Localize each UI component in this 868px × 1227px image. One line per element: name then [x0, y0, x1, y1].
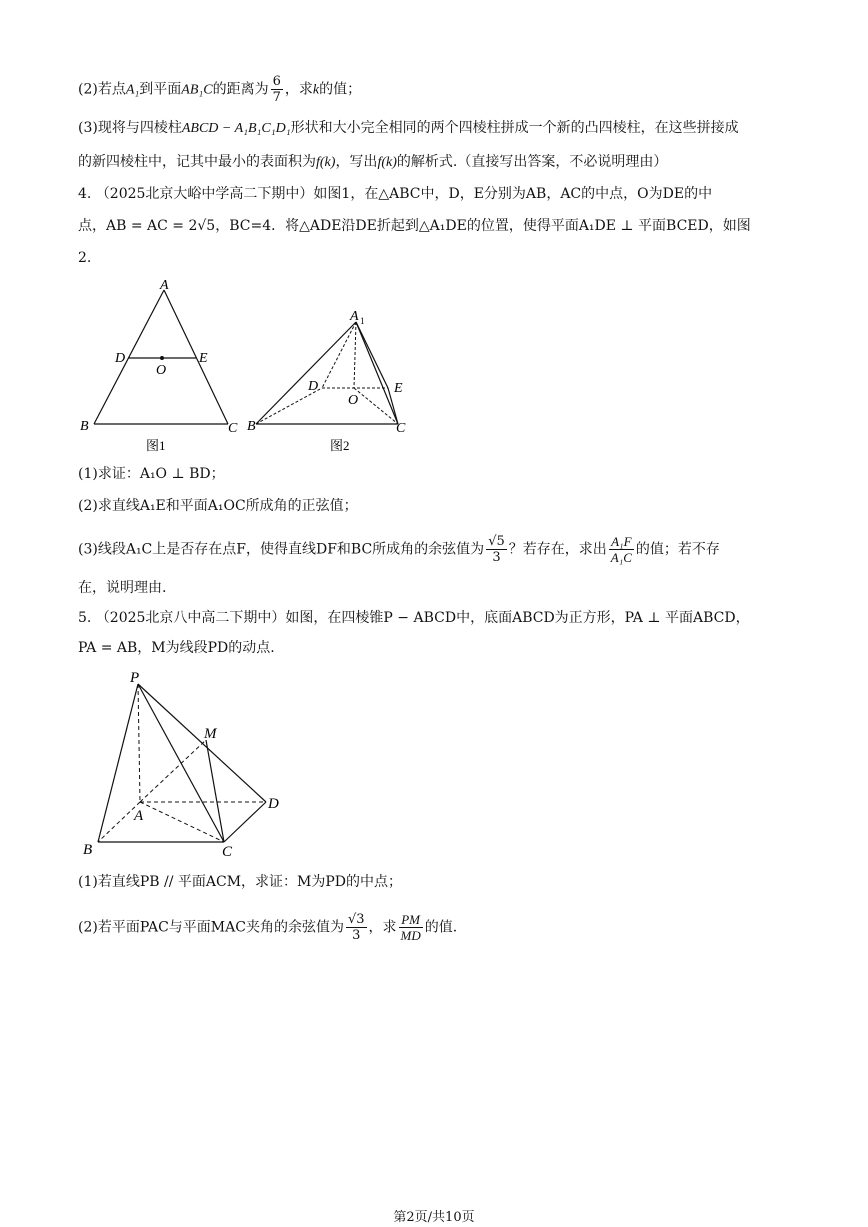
label-a1: A — [350, 309, 359, 324]
fraction-a1f-over-a1c: $\frac{\text{A₁F}}{\text{A₁C}}$ — [610, 534, 632, 565]
label-b: B — [247, 419, 256, 434]
q3-part3-line2: 的新四棱柱中，记其中最小的表面积为f(k)，写出f(k)的解析式.（直接写出答案，不必说明理由） — [78, 154, 668, 170]
label-b: B — [83, 842, 93, 858]
segment-oc — [354, 388, 398, 424]
q3-part2: (2)若点A₁到平面AB₁C的距离为 $\frac{6}{7}$ ，求k的值； — [78, 74, 362, 105]
q4-stem-line1: 4. （2025北京大峪中学高二下期中）如图1，在△ABC中，D，E分别为AB，AC的中点，O为DE的中 — [78, 186, 713, 202]
q5-stem-line1: 5. （2025北京八中高二下期中）如图，在四棱锥P − ABCD中，底面ABCD为正方形，PA ⊥ 平面ABCD， — [78, 610, 750, 626]
segment-a1b — [256, 322, 359, 424]
segment-ac — [164, 290, 228, 424]
figure-1-triangle — [78, 276, 248, 456]
q4-part3-line2: 在，说明理由. — [78, 580, 167, 596]
label-c: C — [222, 844, 233, 860]
fraction-pm-over-md: $\frac{PM}{MD}$ — [400, 912, 421, 943]
label-o: O — [348, 393, 359, 408]
label-a: A — [134, 808, 144, 824]
segment-ab — [94, 290, 167, 424]
segment-a1c — [356, 322, 398, 424]
label-a: A — [160, 278, 169, 293]
segment-pb — [98, 684, 138, 842]
q5-part2: (2)若平面PAC与平面MAC夹角的余弦值为 $\frac{√3}{3}$ ，求 $\frac{PM}{MD}$ 的值. — [78, 912, 458, 943]
label-a1-subscript: 1 — [360, 316, 365, 326]
q5-part1: (1)若直线PB // 平面ACM，求证：M为PD的中点； — [78, 874, 403, 890]
fraction-6-7: $\frac{6}{7}$ — [272, 74, 281, 105]
label-d: D — [308, 379, 319, 394]
page-footer: 第2页/共10页 — [393, 1210, 475, 1225]
segment-pd — [138, 684, 266, 802]
label-d: D — [115, 351, 126, 366]
q4-stem-line2: 点，AB = AC = 2√5，BC=4．将△ADE沿DE折起到△A₁DE的位置，使得平面A₁DE ⊥ 平面BCED，如图 — [78, 218, 751, 234]
segment-ac — [140, 802, 224, 842]
label-o: O — [156, 363, 167, 378]
segment-a1e — [356, 322, 388, 388]
fraction-sqrt5-over-3: $\frac{√5}{3}$ — [488, 534, 505, 565]
label-b: B — [80, 419, 89, 434]
label-c: C — [228, 421, 238, 436]
segment-a1o — [354, 322, 356, 388]
segment-a1d — [322, 322, 356, 388]
q4-stem-line3: 2. — [78, 250, 92, 266]
label-e: E — [199, 351, 208, 366]
label-m: M — [204, 726, 217, 742]
figure-2-folded — [246, 300, 416, 458]
segment-pa — [138, 684, 140, 802]
q4-part3-line1: (3)线段A₁C上是否存在点F，使得直线DF和BC所成角的余弦值为 $\frac{√5}{3}$ ？若存在，求出 $\frac{\text{A₁F}}{\text{A₁C}}$ 的值；若不存 — [78, 534, 720, 565]
label-p: P — [130, 670, 140, 686]
segment-cd — [224, 802, 266, 842]
label-e: E — [394, 381, 403, 396]
q5-stem-line2: PA = AB，M为线段PD的动点. — [78, 640, 275, 656]
q4-part2: (2)求直线A₁E和平面A₁OC所成角的正弦值； — [78, 498, 358, 514]
label-d: D — [268, 796, 279, 812]
q4-part1: (1)求证：A₁O ⊥ BD； — [78, 466, 225, 482]
fraction-sqrt3-over-3: $\frac{√3}{3}$ — [347, 912, 365, 943]
point-o — [160, 356, 164, 360]
label-c: C — [396, 421, 406, 436]
figure-1-caption: 图1 — [146, 438, 166, 453]
figure-2-caption: 图2 — [330, 438, 350, 453]
figure-pyramid — [78, 664, 298, 864]
q3-part3-line1: (3)现将与四棱柱ABCD − A₁B₁C₁D₁形状和大小完全相同的两个四棱柱拼成一个新的凸四棱柱，在这些拼接成 — [78, 120, 739, 136]
